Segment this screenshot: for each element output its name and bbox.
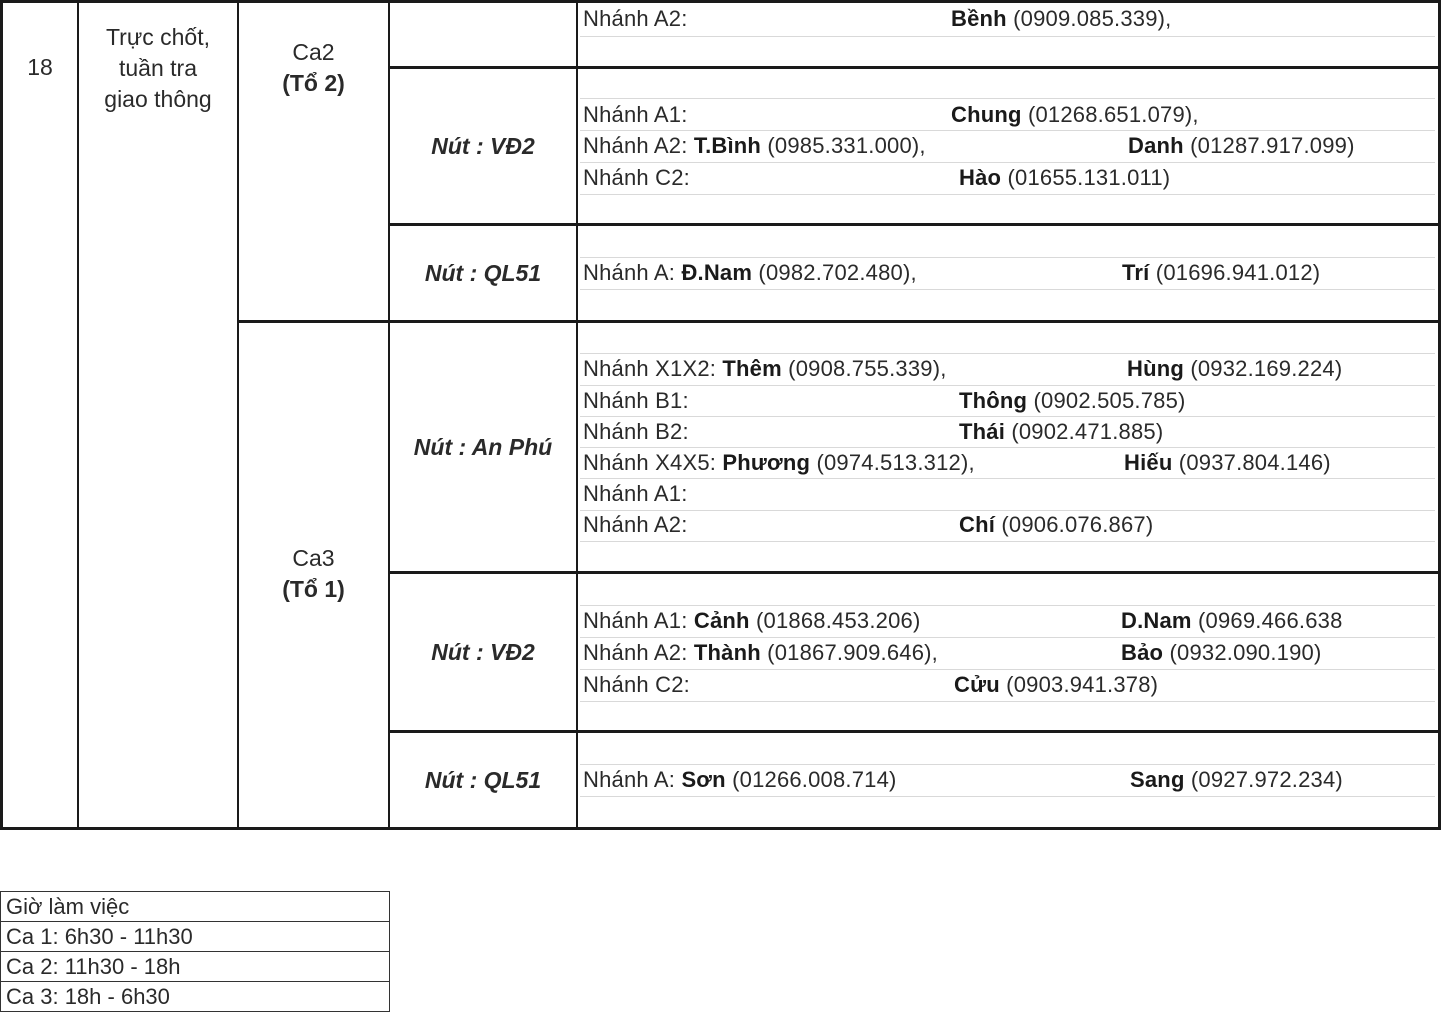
legend-row: Ca 3: 18h - 6h30	[1, 982, 390, 1012]
table-border	[0, 0, 1441, 3]
table-border	[77, 0, 79, 829]
branch-line: Nhánh A2:	[583, 6, 688, 31]
shift-cell	[239, 36, 388, 100]
shift-name: Ca3	[292, 545, 335, 571]
branch-line: Nhánh A1:	[583, 481, 688, 506]
shift-team: (Tổ 2)	[282, 70, 345, 96]
branch-contact: Chung (01268.651.079),	[951, 102, 1199, 127]
task-description	[79, 22, 237, 115]
branch-line: Nhánh A: Đ.Nam (0982.702.480),	[583, 260, 917, 285]
branch-line: Nhánh B2:	[583, 419, 689, 444]
branch-contact: Bềnh (0909.085.339),	[951, 6, 1172, 31]
table-border	[1438, 0, 1441, 829]
legend-row: Ca 1: 6h30 - 11h30	[1, 922, 390, 952]
row-number: 18	[27, 54, 53, 80]
working-hours-legend	[0, 891, 390, 1012]
task-line: tuần tra	[119, 55, 197, 81]
table-border	[0, 827, 1441, 830]
branch-contact: Hào (01655.131.011)	[959, 165, 1171, 190]
node-label: Nút : VĐ2	[431, 132, 535, 159]
branch-line: Nhánh A1:	[583, 102, 688, 127]
branch-line: Nhánh C2:	[583, 672, 690, 697]
branch-contact: Hiếu (0937.804.146)	[1124, 450, 1331, 475]
shift-cell	[239, 542, 388, 606]
table-border	[576, 0, 578, 829]
task-line: Trực chốt,	[105, 24, 210, 50]
branch-contact: D.Nam (0969.466.638	[1121, 608, 1343, 633]
legend-row: Ca 2: 11h30 - 18h	[1, 952, 390, 982]
branch-contact: Thông (0902.505.785)	[959, 388, 1186, 413]
branch-line: Nhánh A2: Thành (01867.909.646),	[583, 640, 938, 665]
branch-contact: Trí (01696.941.012)	[1122, 260, 1321, 285]
shift-team: (Tổ 1)	[282, 576, 345, 602]
branch-line: Nhánh X4X5: Phương (0974.513.312),	[583, 450, 975, 475]
branch-line: Nhánh A1: Cảnh (01868.453.206)	[583, 608, 921, 633]
task-line: giao thông	[104, 86, 212, 112]
branch-contact: Bảo (0932.090.190)	[1121, 640, 1322, 665]
branch-contact: Sang (0927.972.234)	[1130, 767, 1343, 792]
branch-line: Nhánh B1:	[583, 388, 689, 413]
node-label: Nút : QL51	[424, 766, 542, 793]
branch-line: Nhánh A2: T.Bình (0985.331.000),	[583, 133, 926, 158]
branch-contact: Danh (01287.917.099)	[1128, 133, 1355, 158]
branch-line: Nhánh A: Sơn (01266.008.714)	[583, 767, 897, 792]
branch-contact: Hùng (0932.169.224)	[1127, 356, 1343, 381]
table-border	[237, 0, 239, 829]
node-label: Nút : VĐ2	[431, 638, 535, 665]
node-label: Nút : An Phú	[413, 433, 553, 460]
shift-name: Ca2	[292, 39, 335, 65]
branch-line: Nhánh X1X2: Thêm (0908.755.339),	[583, 356, 947, 381]
legend-header: Giờ làm việc	[1, 892, 390, 922]
branch-contact: Thái (0902.471.885)	[959, 419, 1164, 444]
branch-line: Nhánh C2:	[583, 165, 690, 190]
branch-contact: Chí (0906.076.867)	[959, 512, 1154, 537]
table-border	[0, 0, 3, 829]
node-label: Nút : QL51	[424, 259, 542, 286]
branch-line: Nhánh A2:	[583, 512, 688, 537]
branch-contact: Cửu (0903.941.378)	[954, 672, 1159, 697]
